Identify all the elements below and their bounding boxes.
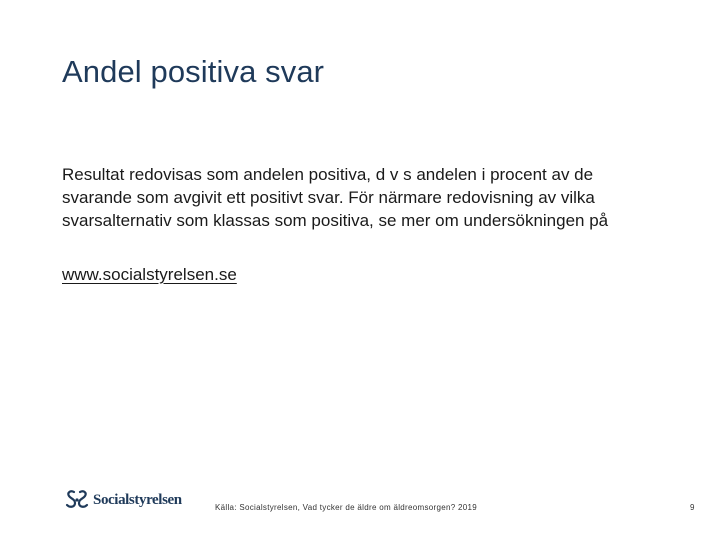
body-paragraph: Resultat redovisas som andelen positiva, d v s andelen i procent av de svarande som avgivit ett positivt svar. För närmare redovisning av vilka svarsalternativ som klassas som positiva, se mer om undersökningen på bbox=[62, 165, 609, 230]
slide-title: Andel positiva svar bbox=[62, 54, 325, 89]
socialstyrelsen-link[interactable]: www.socialstyrelsen.se bbox=[62, 265, 237, 284]
socialstyrelsen-emblem-icon bbox=[64, 488, 90, 512]
logo-text: Socialstyrelsen bbox=[93, 491, 182, 508]
socialstyrelsen-logo bbox=[64, 487, 182, 513]
page-number: 9 bbox=[690, 503, 695, 512]
footer-source: Källa: Socialstyrelsen, Vad tycker de äldre om äldreomsorgen? 2019 bbox=[215, 503, 478, 512]
